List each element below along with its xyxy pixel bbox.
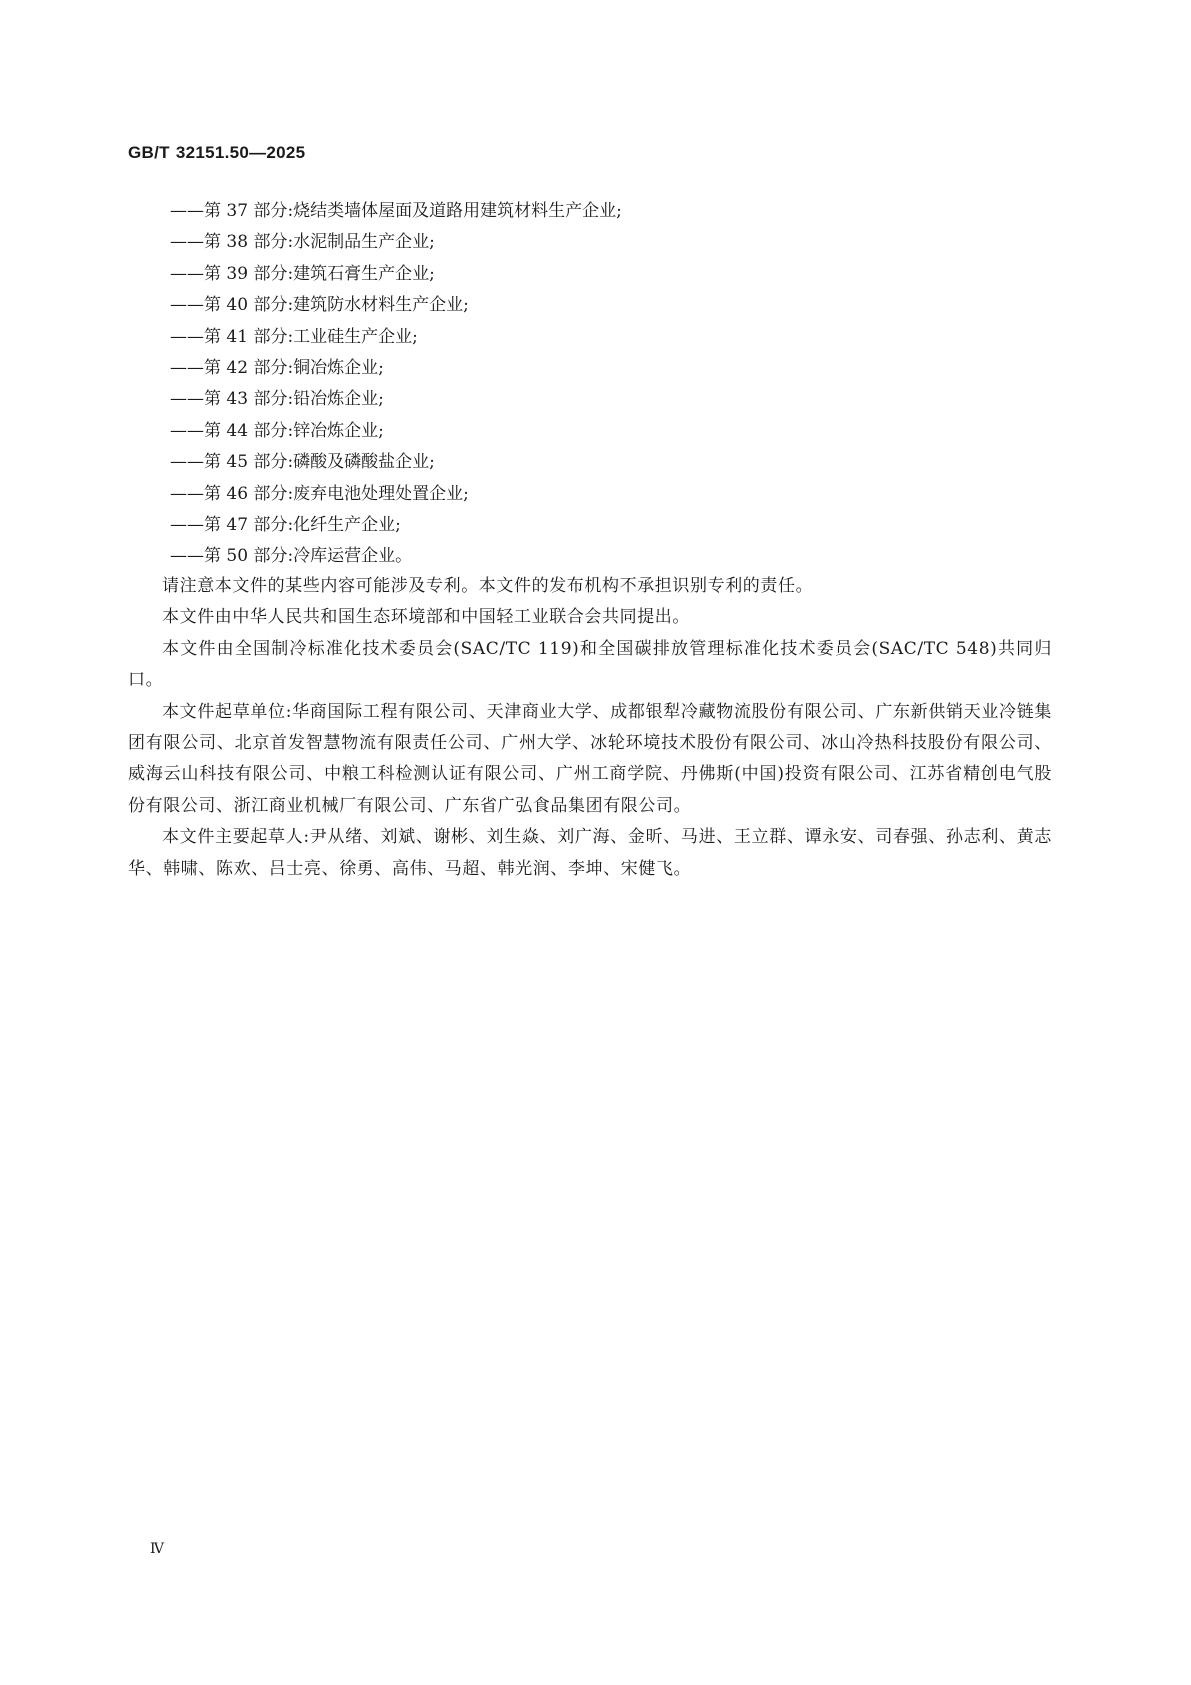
list-item: ——第 46 部分:废弃电池处理处置企业; — [170, 483, 469, 504]
list-item: ——第 44 部分:锌冶炼企业; — [170, 420, 384, 441]
parts-list — [170, 196, 622, 573]
patent-notice: 请注意本文件的某些内容可能涉及专利。本文件的发布机构不承担识别专利的责任。 — [162, 576, 814, 596]
list-item: ——第 40 部分:建筑防水材料生产企业; — [170, 295, 469, 316]
list-item: ——第 39 部分:建筑石膏生产企业; — [170, 263, 435, 284]
foreword-paragraphs — [128, 571, 1052, 885]
list-item: ——第 41 部分:工业硅生产企业; — [170, 326, 418, 347]
list-item: ——第 42 部分:铜冶炼企业; — [170, 357, 384, 378]
list-item: ——第 45 部分:磷酸及磷酸盐企业; — [170, 452, 435, 473]
drafting-units-paragraph: 本文件起草单位:华商国际工程有限公司、天津商业大学、成都银犁冷藏物流股份有限公司、广东新供销天业冷链集团有限公司、北京首发智慧物流有限责任公司、广州大学、冰轮环境技术股份有限公司、冰山冷热科技股份有限公司、威海云山科技有限公司、中粮工科检测认证有限公司、广州工商学院、丹佛斯(中国)投资有限公司、江苏省精创电气股份有限公司、浙江商业机械厂有限公司、广东省广弘食品集团有限公司。 — [128, 701, 1052, 816]
list-item: ——第 37 部分:烧结类墙体屋面及道路用建筑材料生产企业; — [170, 201, 622, 221]
proposed-by-paragraph: 本文件由中华人民共和国生态环境部和中国轻工业联合会共同提出。 — [162, 607, 690, 628]
standard-number-header — [128, 143, 305, 163]
list-item: ——第 43 部分:铅冶炼企业; — [170, 389, 384, 410]
list-item: ——第 38 部分:水泥制品生产企业; — [170, 232, 435, 253]
page-number: Ⅳ — [150, 1541, 164, 1557]
standard-number: 32151.50—2025 — [175, 143, 306, 162]
drafters-paragraph: 本文件主要起草人:尹从绪、刘斌、谢彬、刘生焱、刘广海、金昕、马进、王立群、谭永安、司春强、孙志利、黄志华、韩啸、陈欢、吕士亮、徐勇、高伟、马超、韩光润、李坤、宋健飞。 — [128, 827, 1052, 879]
standard-prefix: GB/T — [128, 143, 170, 162]
centralized-by-paragraph: 本文件由全国制冷标准化技术委员会(SAC/TC 119)和全国碳排放管理标准化技术委员会(SAC/TC 548)共同归口。 — [128, 638, 1052, 691]
list-item: ——第 50 部分:冷库运营企业。 — [170, 546, 413, 567]
list-item: ——第 47 部分:化纤生产企业; — [170, 514, 401, 535]
